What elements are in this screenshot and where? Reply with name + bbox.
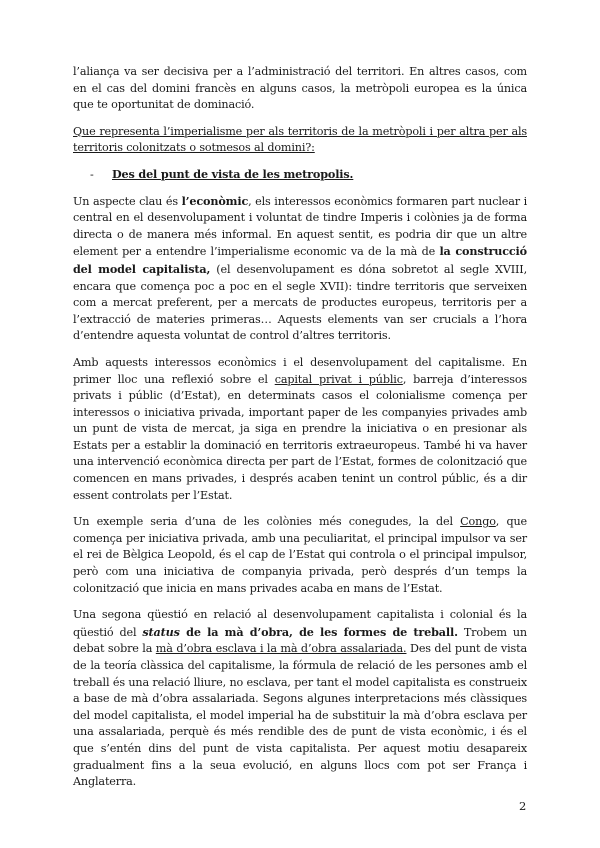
paragraph-congo — [73, 514, 527, 597]
document-body — [73, 64, 527, 801]
text-run: Trobem un debat sobre la — [73, 625, 527, 656]
text-run: Amb aquests interessos econòmics i el desenvolupament del capitalisme. En primer lloc una reflexió sobre el — [73, 355, 527, 386]
text-run: Un aspecte clau és — [73, 194, 182, 208]
underlined-term: capital privat i públic — [274, 372, 403, 386]
section-question: Que representa l’imperialisme per als territoris de la metròpoli i per altra per als territoris colonitzats o sotmesos al domini?: — [73, 124, 527, 155]
page-number: 2 — [519, 799, 527, 813]
text-run: Un exemple seria d’una de les colònies més conegudes, la del — [73, 515, 461, 529]
bold-term: l’econòmic — [181, 193, 249, 208]
bullet-dash: - — [90, 167, 94, 181]
text-run: , els interessos econòmics formaren part nuclear i central en el desenvolupament i voluntat de tindre Imperis i colònies ja de forma directa o de manera més informal. En aquest sentit, es podria dir que un altre element per a entendre l’imperialisme economic va de la mà de — [73, 194, 528, 259]
bold-term: la construcció del model capitalista, — [73, 244, 527, 276]
intro-paragraph: l’aliança va ser decisiva per a l’administració del territori. En altres casos, com en el cas del domini francès en alguns casos, la metròpoli europea es la única que te oportunitat de dominació. — [73, 65, 527, 112]
section-heading — [90, 166, 527, 184]
text-run: Des del punt de vista de la teoría clàssica del capitalisme, la fórmula de relació de les persones amb el treball és una relació lliure, no esclava, per tant el model capitalista es construeix a base de mà d’obra assalariada. Segons algunes interpretacions més clàssiques del model capitalista, el model imperial ha de substituir la mà d’obra esclava per una assalariada, perquè és més rendible des de punt de vista econòmic, i és el que s’entén dins del punt de vista capitalista. Per aquest motiu desapareix gradualment fins a la seua evolució, en alguns llocs com pot ser França i Anglaterra. — [73, 642, 527, 789]
text-run: Una segona qüestió en relació al desenvolupament capitalista i colonial és la qüestió del — [73, 608, 527, 639]
text-run: (el desenvolupament es dóna sobretot al segle XVIII, encara que comença poc a poc en el segle XVII): tindre territoris que serveixen com a mercat preferent, per a mercats de productes europeus, territoris per a l’extracció de materies primeras… Aquests elements van ser crucials a l’hora d’entendre aquesta voluntat de control d’altres territoris. — [73, 262, 527, 343]
paragraph-economic — [73, 193, 527, 345]
text-run: , que comença per iniciativa privada, amb una peculiaritat, el principal impulsor va ser el rei de Bèlgica Leopold, és el cap de l’Estat qui controla o el principal impulsor, però com una iniciativa de companyia privada, però després d’un temps la colonització que inicia en mans privades acaba en mans de l’Estat. — [73, 515, 527, 595]
underlined-term: mà d’obra esclava i la mà d’obra assalariada. — [155, 642, 407, 656]
section-heading-text: Des del punt de vista de les metropolis. — [112, 166, 354, 181]
paragraph-labour — [73, 607, 527, 791]
bold-italic-term: status — [142, 624, 180, 639]
text-run: , barreja d’interessos privats i públic (d’Estat), en determinats casos el colonialisme comença per interessos o iniciativa privada, important paper de les companyies privades amb un punt de vista de mercat, ja siga en prendre la iniciativa o en presionar als Estats per a establir la dominació en territoris extraeuropeus. També hi va haver una intervenció econòmica directa per part de l’Estat, formes de colonització que comencen en mans privades, i després acaben tenint un control públic, és a dir essent controlats per l’Estat. — [73, 372, 527, 502]
bold-term: de la mà d’obra, de les formes de treball. — [179, 624, 458, 639]
underlined-term: Congo — [460, 515, 496, 529]
paragraph-capital — [73, 355, 527, 504]
